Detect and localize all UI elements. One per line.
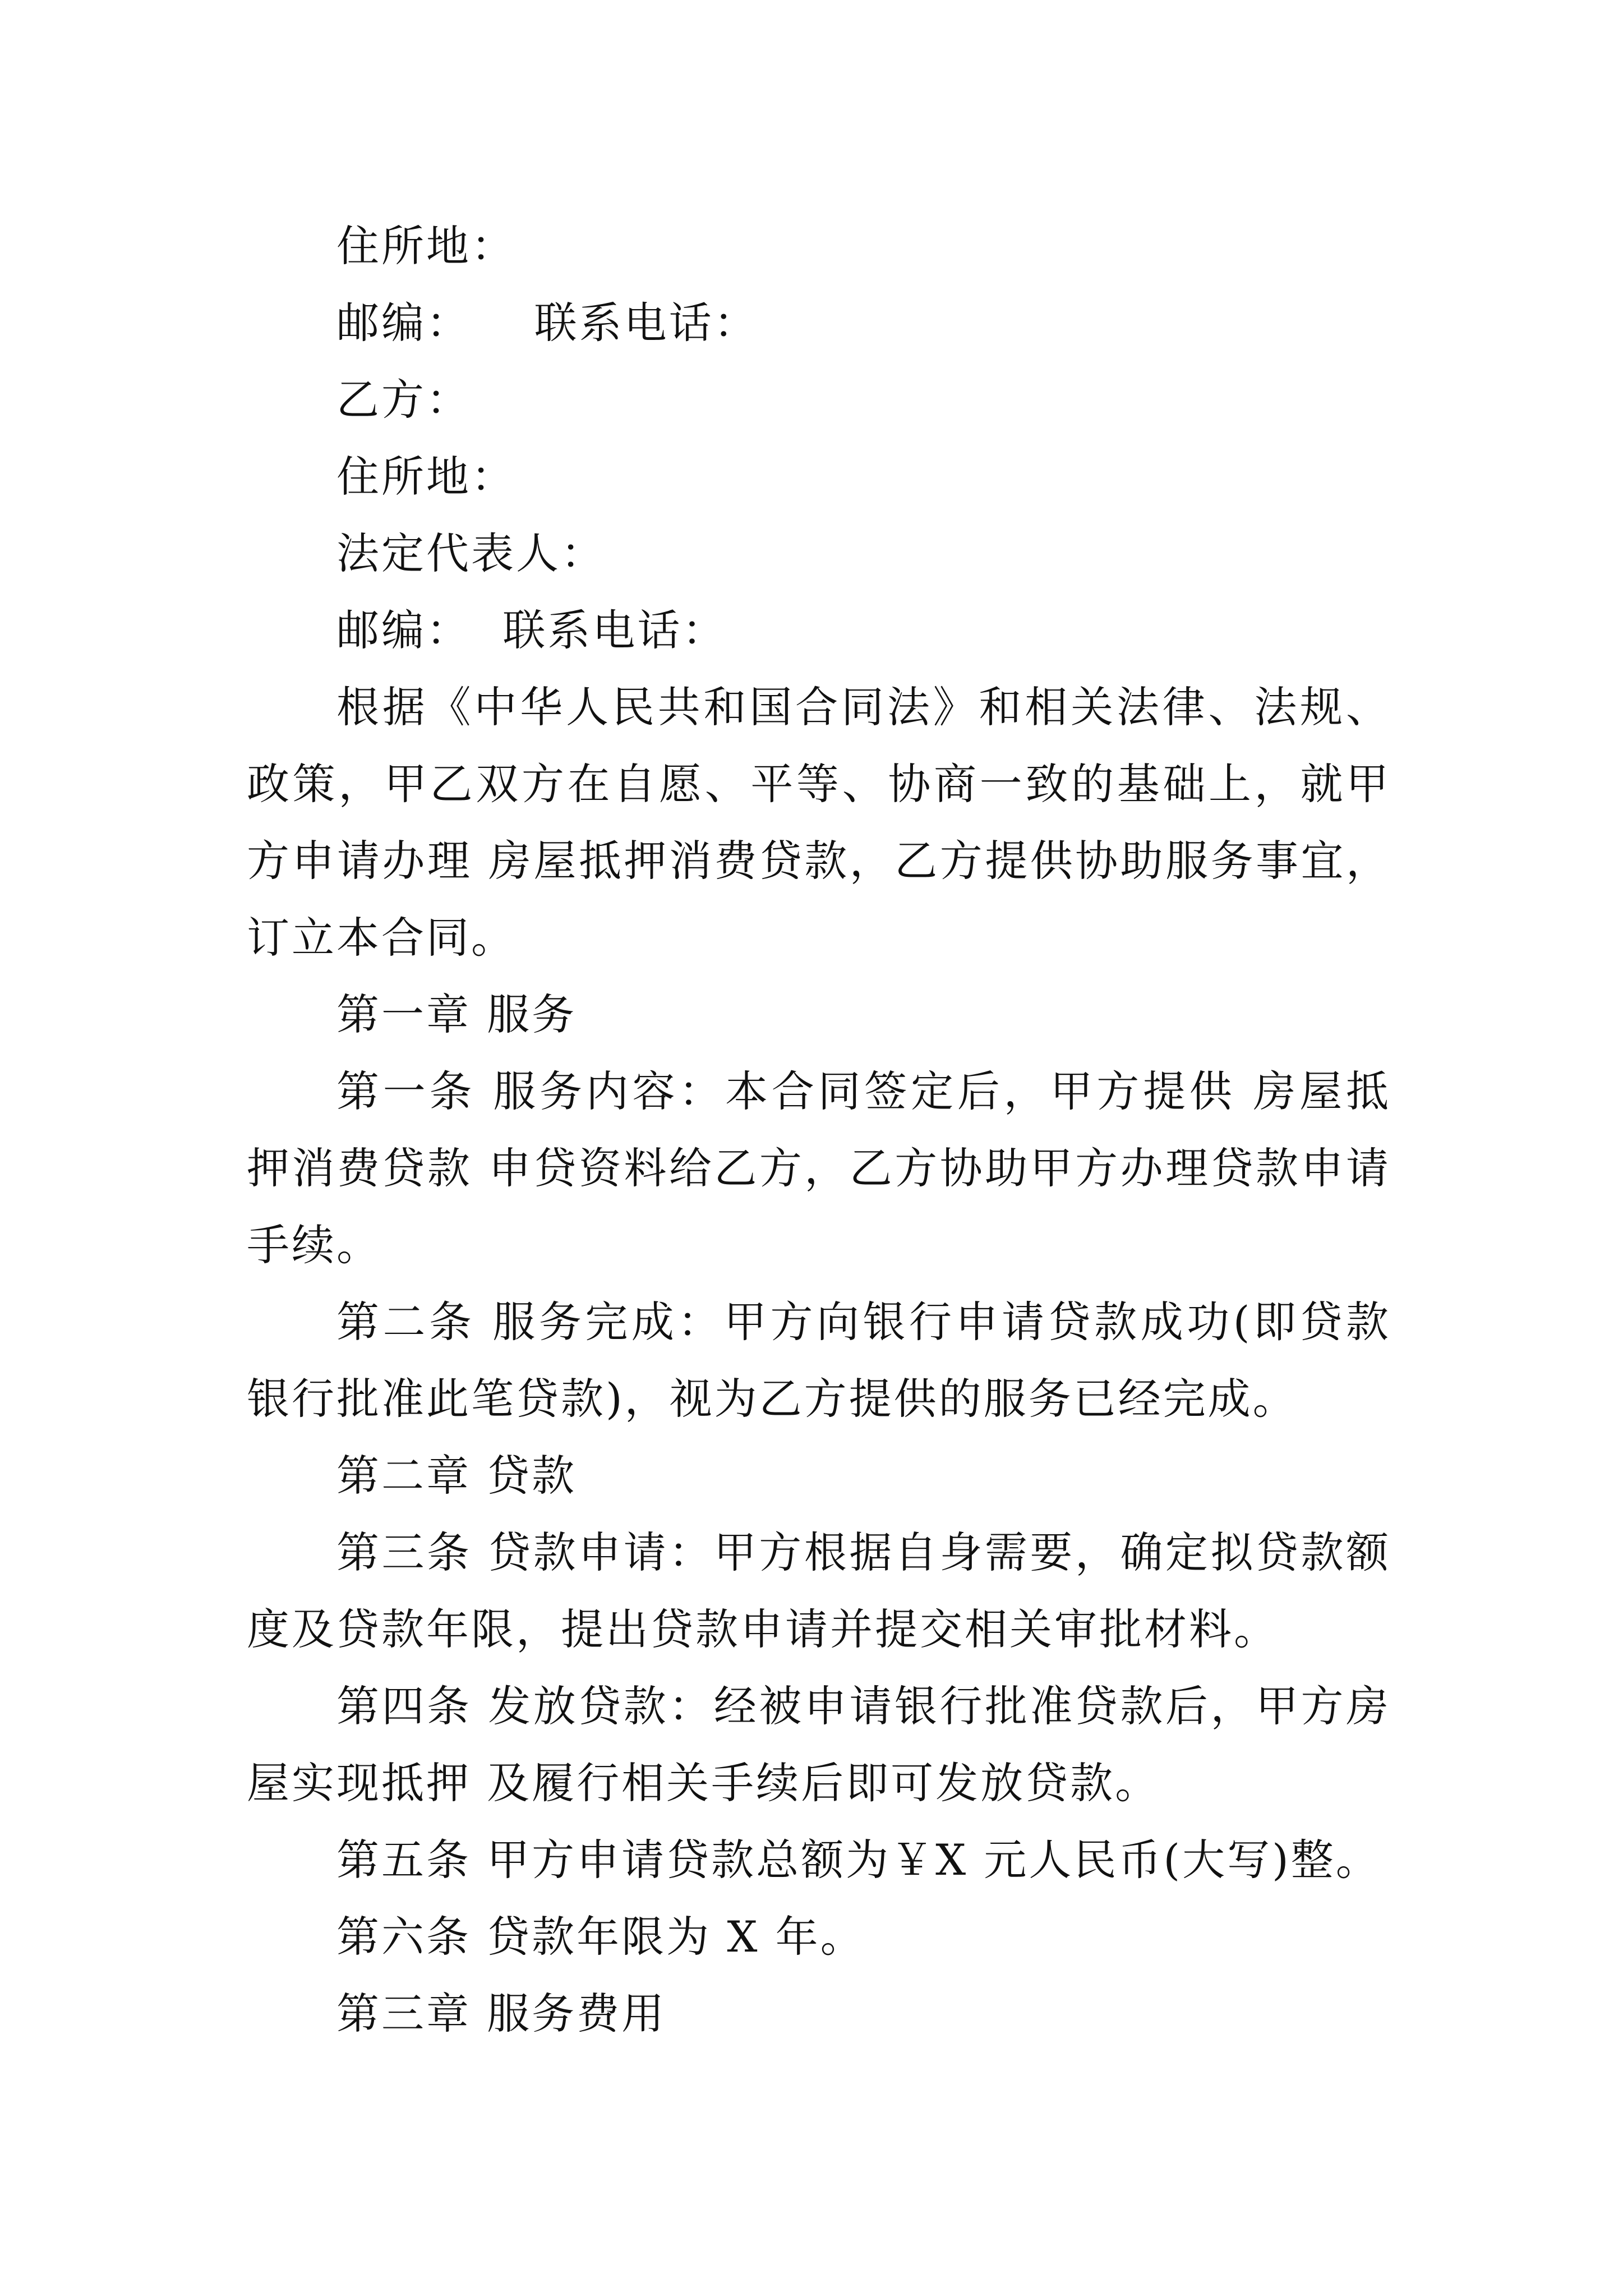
contract-body [247, 208, 1391, 2052]
article-6-paragraph: 第六条 贷款年限为 X 年。 [336, 1912, 865, 1962]
chapter-3-heading: 第三章 服务费用 [336, 1989, 667, 2039]
article-1-paragraph: 第一条 服务内容：本合同签定后，甲方提供 房屋抵押消费贷款 申贷资料给乙方，乙方协助甲方办理贷款申请手续。 [247, 1066, 1391, 1270]
chapter-1-heading: 第一章 服务 [336, 990, 577, 1039]
party-b-line: 乙方： [336, 375, 471, 425]
article-2-paragraph: 第二条 服务完成：甲方向银行申请贷款成功(即贷款银行批准此笔贷款)，视为乙方提供的服务已经完成。 [247, 1297, 1391, 1424]
preamble-paragraph: 根据《中华人民共和国合同法》和相关法律、法规、政策，甲乙双方在自愿、平等、协商一致的基础上，就甲方申请办理 房屋抵押消费贷款，乙方提供协助服务事宜，订立本合同。 [247, 682, 1391, 963]
chapter-2-heading: 第二章 贷款 [336, 1451, 577, 1501]
address-a-line: 住所地： [336, 221, 516, 271]
postcode-phone-a-line: 邮编： 联系电话： [336, 298, 759, 348]
postcode-phone-b-line: 邮编： 联系电话： [336, 605, 727, 655]
legal-rep-b-line: 法定代表人： [336, 528, 606, 578]
article-5-paragraph: 第五条 甲方申请贷款总额为￥X 元人民币(大写)整。 [336, 1835, 1381, 1885]
article-3-paragraph: 第三条 贷款申请：甲方根据自身需要，确定拟贷款额度及贷款年限，提出贷款申请并提交相关审批材料。 [247, 1527, 1391, 1654]
article-4-paragraph: 第四条 发放贷款：经被申请银行批准贷款后，甲方房屋实现抵押 及履行相关手续后即可发放贷款。 [247, 1681, 1391, 1808]
address-b-line: 住所地： [336, 452, 516, 501]
